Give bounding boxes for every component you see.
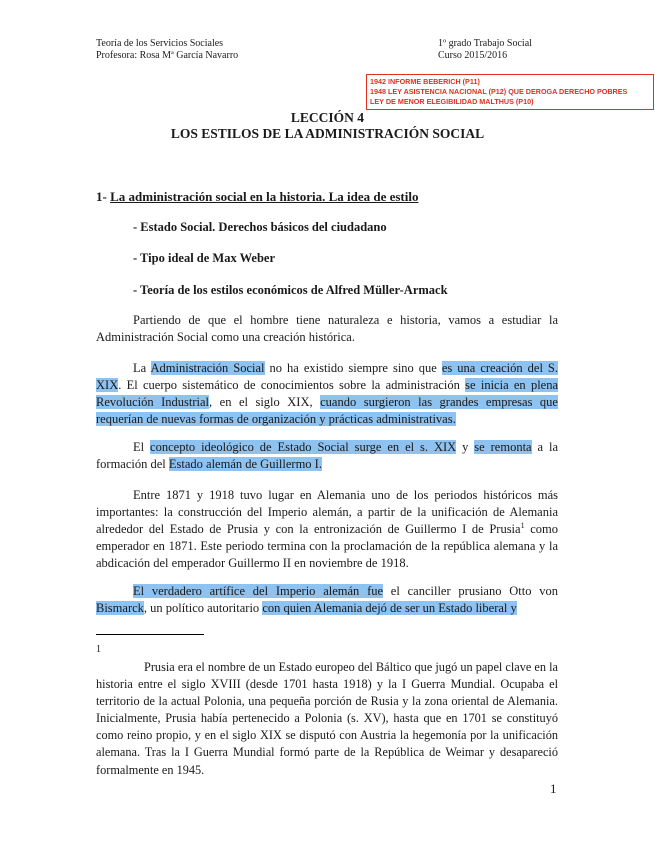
text-span: el canciller prusiano Otto von bbox=[383, 584, 558, 598]
highlight: Estado alemán de Guillermo I. bbox=[168, 457, 322, 471]
footnote-separator bbox=[96, 634, 204, 635]
highlight: El verdadero artífice del Imperio alemán fue bbox=[133, 584, 384, 598]
highlight: cuando surgieron las grandes empresas que requerían de nuevas formas de organización y prácticas administrativas. bbox=[96, 395, 558, 426]
paragraph bbox=[96, 360, 558, 428]
text-span: a la formación del bbox=[96, 440, 559, 471]
paragraph bbox=[96, 439, 558, 473]
highlight: es una creación del S. XIX bbox=[96, 361, 558, 392]
academic-year: Curso 2015/2016 bbox=[438, 50, 508, 61]
header-right bbox=[438, 38, 532, 62]
footnote-marker: 1 bbox=[96, 644, 101, 655]
footnote-text: Prusia era el nombre de un Estado europeo del Báltico que jugó un papel clave en la historia entre el siglo XVIII (desde 1701 hasta 1918) y la I Guerra Mundial. Ocupaba el territorio de la actual Polonia, una pequeña porción de Rusia y la zona oriental de Alemania. Inicialmente, Prusia había pertenecido a Polonia (s. XV), hasta que en 1701 se constituyó como reino propio, y en el siglo XIX se disputó con Austria la hegemonía por la unificación alemana. Tras la I Guerra Mundial formó parte de la República de Weimar y desapareció formalmente en 1945. bbox=[96, 660, 558, 777]
paragraph bbox=[96, 487, 558, 572]
highlight: se inicia en plena Revolución Industrial bbox=[96, 378, 559, 409]
annotation-line: 1942 INFORME BEBERICH (P11) bbox=[370, 77, 480, 86]
annotation-line: LEY DE MENOR ELEGIBILIDAD MALTHUS (P10) bbox=[370, 97, 534, 106]
highlight: Bismarck bbox=[96, 601, 144, 615]
text-span: El bbox=[133, 440, 151, 454]
text-span: Entre 1871 y 1918 tuvo lugar en Alemania uno de los periodos históricos más importantes: la construcción del Imperio alemán, a partir de la unificación de Alemania alrededor del Estado de Prusia y con la entronización de Guillermo I de Prusia bbox=[96, 488, 558, 536]
highlight: se remonta bbox=[474, 440, 532, 454]
bullet-item: - Teoría de los estilos económicos de Alfred Müller-Armack bbox=[133, 283, 448, 297]
footnote-ref[interactable]: 1 bbox=[520, 520, 525, 530]
section-title: La administración social en la historia. La idea de estilo bbox=[110, 189, 419, 204]
highlight: con quien Alemania dejó de ser un Estado liberal y bbox=[262, 601, 517, 615]
lesson-number: LECCIÓN 4 bbox=[290, 110, 365, 125]
text-span: no ha existido siempre sino que bbox=[264, 361, 442, 375]
text-span: , un político autoritario bbox=[143, 601, 263, 615]
degree-name: 1º grado Trabajo Social bbox=[438, 38, 532, 49]
highlight: Administración Social bbox=[150, 361, 265, 375]
annotation-line: 1948 LEY ASISTENCIA NACIONAL (P12) QUE DEROGA DERECHO POBRES bbox=[370, 87, 628, 96]
text-span: y bbox=[456, 440, 475, 454]
bullet-item: - Tipo ideal de Max Weber bbox=[133, 251, 276, 265]
text-span: como emperador en 1871. Este periodo termina con la proclamación de la república alemana y la abdicación del emperador Guillermo II en noviembre de 1918. bbox=[96, 522, 558, 570]
course-name: Teoría de los Servicios Sociales bbox=[96, 38, 224, 49]
text-span: , en el siglo XIX, bbox=[209, 395, 321, 409]
text-span: La bbox=[133, 361, 151, 375]
professor-name: Profesora: Rosa Mª García Navarro bbox=[96, 50, 239, 61]
highlight: concepto ideológico de Estado Social surge en el s. XIX bbox=[150, 440, 457, 454]
section-number: 1- bbox=[96, 189, 111, 204]
page-number: 1 bbox=[550, 781, 557, 796]
paragraph: Partiendo de que el hombre tiene naturaleza e historia, vamos a estudiar la Administración Social como una creación histórica. bbox=[96, 313, 558, 344]
section-heading bbox=[96, 189, 419, 205]
bullet-item: - Estado Social. Derechos básicos del ciudadano bbox=[133, 220, 387, 234]
lesson-title: LOS ESTILOS DE LA ADMINISTRACIÓN SOCIAL bbox=[170, 126, 485, 141]
paragraph bbox=[96, 583, 558, 617]
annotation-box bbox=[366, 74, 654, 110]
text-span: . El cuerpo sistemático de conocimientos sobre la administración bbox=[118, 378, 466, 392]
header-left bbox=[96, 38, 238, 62]
